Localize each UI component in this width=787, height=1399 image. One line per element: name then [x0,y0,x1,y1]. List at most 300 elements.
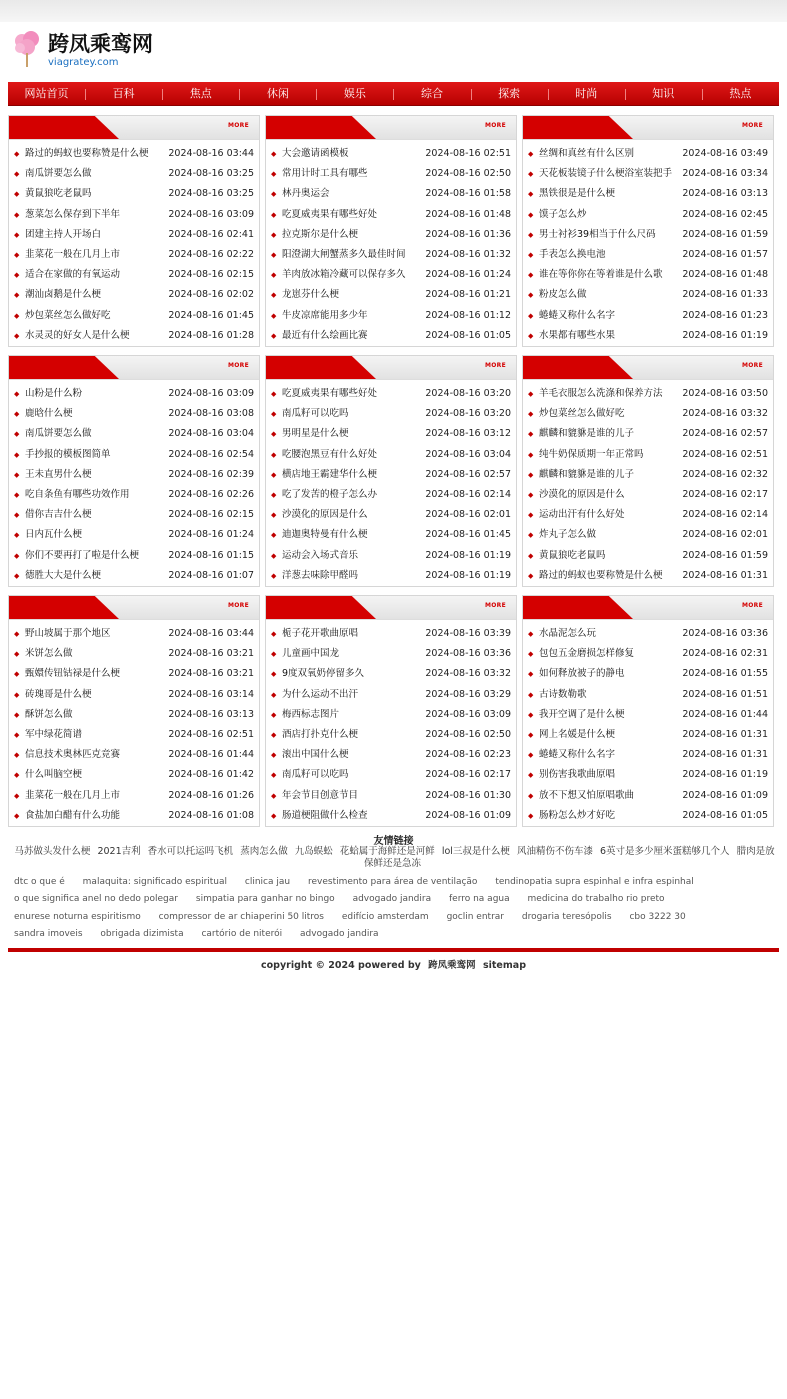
article-time: 2024-08-16 02:51 [168,728,254,740]
bullet-icon: ◆ [14,150,20,158]
article-link[interactable]: 野山坡属于那个地区 [25,628,111,639]
article-link[interactable]: 酒店打扑克什么梗 [282,728,359,740]
list-item [523,505,773,525]
article-time: 2024-08-16 01:19 [682,329,768,341]
list-item [9,745,259,765]
article-link[interactable]: 韭菜花一般在几月上市 [25,789,121,801]
article-link[interactable]: 吃自条鱼有哪些功效作用 [25,488,130,500]
list-item [523,404,773,424]
article-time: 2024-08-16 01:31 [682,569,768,581]
article-link[interactable]: 麒麟和貔貅是谁的儿子 [539,468,635,480]
article-time: 2024-08-16 03:25 [168,168,254,180]
external-link[interactable]: sandra imoveis [14,928,83,939]
external-link[interactable]: edifício amsterdam [341,911,429,922]
bullet-icon: ◆ [528,791,534,800]
list-item [9,786,259,806]
bullet-icon: ◆ [528,470,534,479]
list-item [9,144,259,164]
panel-title[interactable]: 时尚 [25,603,47,616]
article-link[interactable]: 林丹奥运会 [282,188,330,200]
article-link[interactable]: 路过的蚂蚁也要称赞是什么梗 [539,569,663,581]
bullet-icon: ◆ [271,730,277,739]
article-link[interactable]: 葱菜怎么保存到下半年 [25,208,121,220]
panel-title[interactable]: 综合 [282,363,304,376]
list-item [266,505,516,525]
article-link[interactable]: 手抄报的模板图简单 [25,448,111,460]
external-link[interactable]: medicina do trabalho rio preto [527,894,665,905]
article-time: 2024-08-16 02:50 [425,168,511,180]
list-item [523,765,773,785]
bullet-icon: ◆ [14,670,20,679]
article-time: 2024-08-16 03:49 [682,148,768,159]
friend-link[interactable]: 九岛蜈蚣 [294,846,333,857]
article-link[interactable]: 吃了发苦的橙子怎么办 [282,488,378,500]
bullet-icon: ◆ [14,630,20,638]
article-time: 2024-08-16 03:36 [682,628,768,639]
article-link[interactable]: 天花板装镜子什么梗浴室装把手 [539,168,673,180]
article-link[interactable]: 炸丸子怎么做 [539,529,597,541]
news-panel [522,595,774,827]
nav-item[interactable]: 休闲 [239,82,316,105]
article-link[interactable]: 如何释放被子的静电 [539,668,625,680]
panel-title[interactable]: 百科 [25,123,47,136]
article-link[interactable]: 蜷蜷又称什么名字 [539,749,616,761]
article-time: 2024-08-16 03:39 [425,628,511,639]
bullet-icon: ◆ [14,751,20,760]
list-item [266,205,516,225]
article-time: 2024-08-16 02:51 [425,148,511,159]
list-item [523,424,773,444]
list-item [9,265,259,285]
site-domain[interactable]: viagratey.com [48,57,119,68]
bullet-icon: ◆ [14,710,20,719]
article-link[interactable]: 路过的蚂蚁也要称赞是什么梗 [25,148,149,159]
list-item [523,685,773,705]
article-link[interactable]: 丝绸和真丝有什么区别 [539,148,635,159]
article-link[interactable]: 山粉是什么粉 [25,388,83,399]
article-time: 2024-08-16 03:04 [425,448,511,460]
friend-link[interactable]: 花蛤属于海鲜还是河鲜 [339,846,435,857]
list-item [9,644,259,664]
panel-title[interactable]: 休闲 [539,123,561,136]
bullet-icon: ◆ [271,670,277,679]
article-link[interactable]: 砖瑰哥是什么梗 [25,688,92,700]
friend-link[interactable]: 马苏做头发什么梗 [14,846,91,857]
article-link[interactable]: 水灵灵的好女人是什么梗 [25,329,130,341]
article-link[interactable]: 滚出中国什么梗 [282,749,349,761]
article-time: 2024-08-16 01:57 [682,248,768,260]
article-time: 2024-08-16 03:36 [425,648,511,660]
list-item [266,144,516,164]
bullet-icon: ◆ [528,511,534,520]
friend-link[interactable]: lol三叔是什么梗 [441,846,510,857]
external-link[interactable]: drogaria teresópolis [521,911,612,922]
article-time: 2024-08-16 02:01 [425,509,511,521]
article-link[interactable]: 肠粉怎么炒才好吃 [539,809,616,821]
article-link[interactable]: 南瓜籽可以吃吗 [282,769,349,781]
article-link[interactable]: 栀子花开歌曲原唱 [282,628,359,639]
article-time: 2024-08-16 01:30 [425,789,511,801]
bullet-icon: ◆ [14,470,20,479]
article-link[interactable]: 韭菜花一般在几月上市 [25,248,121,260]
bullet-icon: ◆ [528,650,534,659]
article-link[interactable]: 常用计时工具有哪些 [282,168,368,180]
article-link[interactable]: 儿童画中国龙 [282,648,340,660]
article-link[interactable]: 阳澄湖大闸蟹蒸多久最佳时间 [282,248,406,260]
list-item [266,245,516,265]
article-link[interactable]: 最近有什么绘画比赛 [282,329,368,341]
article-link[interactable]: 你们不要再打了啦是什么梗 [25,549,140,561]
external-link[interactable]: compressor de ar chiaperini 50 litros [158,911,324,922]
article-link[interactable]: 网上名媛是什么梗 [539,728,616,740]
footer [0,957,787,971]
nav-item[interactable]: 百科 [85,82,162,105]
list-item [523,745,773,765]
panel-header [266,116,516,140]
list-item [266,445,516,465]
article-link[interactable]: 羊肉放冰箱冷藏可以保存多久 [282,269,406,281]
list-item [266,485,516,505]
article-link[interactable]: 日内瓦什么梗 [25,529,83,541]
bullet-icon: ◆ [14,291,20,300]
footer-site-link[interactable]: 跨凤乘鸾网 [428,960,476,971]
article-link[interactable]: 军中绿花简谱 [25,728,83,740]
article-link[interactable]: 潮汕卤鹅是什么梗 [25,289,102,301]
article-link[interactable]: 南瓜饼要怎么做 [25,168,92,180]
friend-link[interactable]: 蒸肉怎么做 [240,846,288,857]
article-time: 2024-08-16 01:45 [425,529,511,541]
bullet-icon: ◆ [528,571,534,580]
article-link[interactable]: 馍子怎么炒 [539,208,587,220]
friend-links-title: 友情链接 [373,836,414,847]
article-link[interactable]: 吃腰泡黑豆有什么好处 [282,448,378,460]
bullet-icon: ◆ [14,210,20,219]
article-link[interactable]: 麒麟和貔貅是谁的儿子 [539,428,635,440]
list-item [9,705,259,725]
sitemap-link[interactable]: sitemap [482,960,526,971]
article-time: 2024-08-16 01:19 [425,569,511,581]
article-link[interactable]: 大会邀请函模板 [282,148,349,159]
article-link[interactable]: 黑铁很是是什么梗 [539,188,616,200]
article-time: 2024-08-16 03:32 [425,668,511,680]
nav-item[interactable]: 探索 [471,82,548,105]
friend-link[interactable]: 香水可以托运吗飞机 [147,846,234,857]
nav-item[interactable]: 综合 [393,82,470,105]
article-link[interactable]: 团建主持人开场白 [25,228,102,240]
bullet-icon: ◆ [528,410,534,419]
article-link[interactable]: 粉皮怎么做 [539,289,587,301]
bullet-icon: ◆ [14,430,20,439]
article-link[interactable]: 黄鼠狼吃老鼠吗 [25,188,92,200]
article-link[interactable]: 运动出汗有什么好处 [539,509,625,521]
panel-title[interactable]: 知识 [282,603,304,616]
article-link[interactable]: 运动会入场式音乐 [282,549,359,561]
list-item [9,525,259,545]
bullet-icon: ◆ [271,490,277,499]
external-link[interactable]: enurese noturna espiritismo [14,911,141,922]
bullet-icon: ◆ [14,230,20,239]
bullet-icon: ◆ [271,250,277,259]
bullet-icon: ◆ [528,730,534,739]
list-item [9,306,259,326]
article-time: 2024-08-16 01:12 [425,309,511,321]
top-bar [0,0,787,22]
more-link[interactable]: MORE [485,602,506,609]
article-link[interactable]: 年会节目创意节目 [282,789,359,801]
article-link[interactable]: 牛皮凉席能用多少年 [282,309,368,321]
article-link[interactable]: 食盐加白醋有什么功能 [25,809,121,821]
article-link[interactable]: 什么叫脑空梗 [25,769,83,781]
bullet-icon: ◆ [528,390,534,398]
article-link[interactable]: 沙漠化的原因是什么 [539,488,625,500]
article-time: 2024-08-16 03:20 [425,408,511,420]
article-link[interactable]: 德胜大大是什么梗 [25,569,102,581]
article-link[interactable]: 男明星是什么梗 [282,428,349,440]
article-link[interactable]: 黄鼠狼吃老鼠吗 [539,549,606,561]
bullet-icon: ◆ [14,190,20,199]
bullet-icon: ◆ [14,170,20,179]
article-time: 2024-08-16 01:36 [425,228,511,240]
article-time: 2024-08-16 03:08 [168,408,254,420]
nav-item[interactable]: 热点 [702,82,779,105]
article-time: 2024-08-16 02:26 [168,488,254,500]
bullet-icon: ◆ [271,450,277,459]
panel-list [9,380,259,586]
article-time: 2024-08-16 01:48 [425,208,511,220]
article-time: 2024-08-16 02:17 [425,769,511,781]
article-link[interactable]: 信息技术奥林匹克竞赛 [25,749,121,761]
article-link[interactable]: 炒包菜丝怎么做好吃 [25,309,111,321]
list-item [523,144,773,164]
article-time: 2024-08-16 03:14 [168,688,254,700]
extra-links [14,874,774,943]
bullet-icon: ◆ [14,410,20,419]
list-item [9,566,259,586]
list-item [266,285,516,305]
article-link[interactable]: 为什么运动不出汗 [282,688,359,700]
article-link[interactable]: 谁在等你你在等着谁是什么歌 [539,269,663,281]
panel-header [523,596,773,620]
article-time: 2024-08-16 01:24 [168,529,254,541]
article-link[interactable]: 米饼怎么做 [25,648,73,660]
news-panel [8,355,260,587]
article-time: 2024-08-16 03:29 [425,688,511,700]
article-link[interactable]: 南瓜饼要怎么做 [25,428,92,440]
bullet-icon: ◆ [14,650,20,659]
article-link[interactable]: 横店地王霸建华什么梗 [282,468,378,480]
bullet-icon: ◆ [14,811,20,820]
friend-link[interactable]: 6英寸是多少厘米蛋糕够几个人 [600,846,730,857]
article-time: 2024-08-16 03:25 [168,188,254,200]
article-link[interactable]: 包包五金磨损怎样修复 [539,648,635,660]
cotton-candy-logo-icon[interactable] [12,28,42,68]
more-link[interactable]: MORE [742,122,763,129]
article-time: 2024-08-16 02:45 [682,208,768,220]
panel-title[interactable]: 焦点 [282,123,304,136]
panel-list [266,380,516,586]
article-link[interactable]: 别伤害我歌曲原唱 [539,769,616,781]
list-item [523,205,773,225]
external-link[interactable]: goclin entrar [446,911,504,922]
external-link[interactable]: cbo 3222 30 [629,911,686,922]
list-item [523,786,773,806]
list-item [9,485,259,505]
article-link[interactable]: 吃夏威夷果有哪些好处 [282,208,378,220]
article-link[interactable]: 甄嬛传钮钴禄是什么梗 [25,668,121,680]
external-link[interactable]: obrigada dizimista [100,928,184,939]
external-link[interactable]: simpatia para ganhar no bingo [195,894,335,905]
bullet-icon: ◆ [14,511,20,520]
list-item [523,525,773,545]
article-link[interactable]: 我开空调了是什么梗 [539,708,625,720]
panel-title[interactable]: 娱乐 [25,363,47,376]
article-time: 2024-08-16 01:09 [425,809,511,821]
panel-title[interactable]: 热点 [539,603,561,616]
bullet-icon: ◆ [528,210,534,219]
article-link[interactable]: 龙崽芬什么梗 [282,289,340,301]
article-link[interactable]: 纯牛奶保质期一年正常吗 [539,448,644,460]
article-time: 2024-08-16 01:19 [682,769,768,781]
bullet-icon: ◆ [528,630,534,638]
bullet-icon: ◆ [271,230,277,239]
article-link[interactable]: 酥饼怎么做 [25,708,73,720]
bullet-icon: ◆ [271,710,277,719]
article-time: 2024-08-16 03:09 [168,208,254,220]
nav-item[interactable]: 网站首页 [24,87,69,100]
bullet-icon: ◆ [271,470,277,479]
article-link[interactable]: 放不下想又怕原唱歌曲 [539,789,635,801]
article-link[interactable]: 男士衬衫39相当于什么尺码 [539,228,656,240]
article-link[interactable]: 蜷蜷又称什么名字 [539,309,616,321]
bullet-icon: ◆ [14,490,20,499]
nav-item[interactable]: 娱乐 [316,82,393,105]
article-link[interactable]: 梅西标志图片 [282,708,340,720]
panel-header [9,596,259,620]
list-item [9,806,259,826]
panel-header [266,356,516,380]
list-item [9,624,259,644]
article-time: 2024-08-16 02:14 [425,488,511,500]
external-link[interactable]: advogado jandira [352,894,432,905]
bullet-icon: ◆ [14,250,20,259]
article-time: 2024-08-16 03:44 [168,148,254,159]
article-time: 2024-08-16 01:59 [682,549,768,561]
panel-header [9,116,259,140]
article-time: 2024-08-16 01:33 [682,289,768,301]
article-link[interactable]: 南瓜籽可以吃吗 [282,408,349,420]
external-link[interactable]: cartório de niterói [201,928,283,939]
article-link[interactable]: 肠道梗阻做什么检查 [282,809,368,821]
external-link[interactable]: advogado jandira [300,928,379,939]
bullet-icon: ◆ [528,690,534,699]
external-link[interactable]: tendinopatia supra espinhal e infra espinhal [495,877,694,887]
list-item [523,265,773,285]
article-link[interactable]: 炒包菜丝怎么做好吃 [539,408,625,420]
article-link[interactable]: 水晶泥怎么玩 [539,628,597,639]
article-time: 2024-08-16 03:44 [168,628,254,639]
article-time: 2024-08-16 03:13 [682,188,768,200]
external-link[interactable]: revestimento para área de ventilação [307,877,478,887]
external-link[interactable]: dtc o que é [14,877,65,887]
list-item [266,664,516,684]
bullet-icon: ◆ [271,430,277,439]
nav-item[interactable]: 时尚 [548,82,625,105]
article-link[interactable]: 羊毛衣服怎么洗涤和保养方法 [539,388,663,399]
bullet-icon: ◆ [271,511,277,520]
external-link[interactable]: malaquita: significado espiritual [82,877,228,887]
article-time: 2024-08-16 03:32 [682,408,768,420]
external-link[interactable]: clinica jau [244,877,291,887]
article-link[interactable]: 沙漠化的原因是什么 [282,509,368,521]
article-time: 2024-08-16 02:31 [682,648,768,660]
article-link[interactable]: 9度双氧奶停留多久 [282,668,365,680]
friend-link[interactable]: 2021吉利 [97,846,141,857]
news-panel [8,115,260,347]
article-link[interactable]: 水果都有哪些水果 [539,329,616,341]
article-time: 2024-08-16 01:19 [425,549,511,561]
site-header [0,22,787,78]
article-link[interactable]: 拉克斯尔是什么梗 [282,228,359,240]
site-name[interactable]: 跨凤乘鸾网 [48,31,153,56]
list-item [266,765,516,785]
friend-link[interactable]: 腊肉是放保鲜还是急冻 [363,846,775,869]
more-link[interactable]: MORE [228,122,249,129]
more-link[interactable]: MORE [742,602,763,609]
list-item [523,285,773,305]
article-time: 2024-08-16 01:07 [168,569,254,581]
bullet-icon: ◆ [528,291,534,300]
list-item [9,245,259,265]
list-item [523,306,773,326]
more-link[interactable]: MORE [485,122,506,129]
article-link[interactable]: 古诗数勒歌 [539,688,587,700]
nav-item[interactable]: 焦点 [162,82,239,105]
article-link[interactable]: 适合在家做的有氧运动 [25,269,121,281]
more-link[interactable]: MORE [742,362,763,369]
more-link[interactable]: MORE [485,362,506,369]
more-link[interactable]: MORE [228,602,249,609]
panel-title[interactable]: 探索 [539,363,561,376]
article-link[interactable]: 王未直男什么梗 [25,468,92,480]
list-item [266,624,516,644]
list-item [9,384,259,404]
news-panel [8,595,260,827]
list-item [9,285,259,305]
panel-header [523,356,773,380]
friend-link[interactable]: 风油精伤不伤车漆 [516,846,593,857]
article-time: 2024-08-16 01:31 [682,728,768,740]
external-link[interactable]: ferro na agua [448,894,510,905]
article-time: 2024-08-16 01:23 [682,309,768,321]
article-link[interactable]: 手表怎么换电池 [539,248,606,260]
article-link[interactable]: 洋葱去味除甲醛吗 [282,569,359,581]
bullet-icon: ◆ [271,551,277,560]
article-link[interactable]: 借你吉吉什么梗 [25,509,92,521]
article-time: 2024-08-16 02:51 [682,448,768,460]
list-item [523,546,773,566]
article-link[interactable]: 鹿晗什么梗 [25,408,73,420]
nav-item[interactable]: 知识 [625,82,702,105]
article-link[interactable]: 迪迦奥特曼有什么梗 [282,529,368,541]
footer-divider [8,948,779,952]
external-link[interactable]: o que significa anel no dedo polegar [14,894,178,905]
article-time: 2024-08-16 03:21 [168,668,254,680]
article-time: 2024-08-16 01:44 [168,749,254,761]
bullet-icon: ◆ [271,150,277,158]
more-link[interactable]: MORE [228,362,249,369]
article-link[interactable]: 吃夏威夷果有哪些好处 [282,388,378,399]
bullet-icon: ◆ [528,531,534,540]
